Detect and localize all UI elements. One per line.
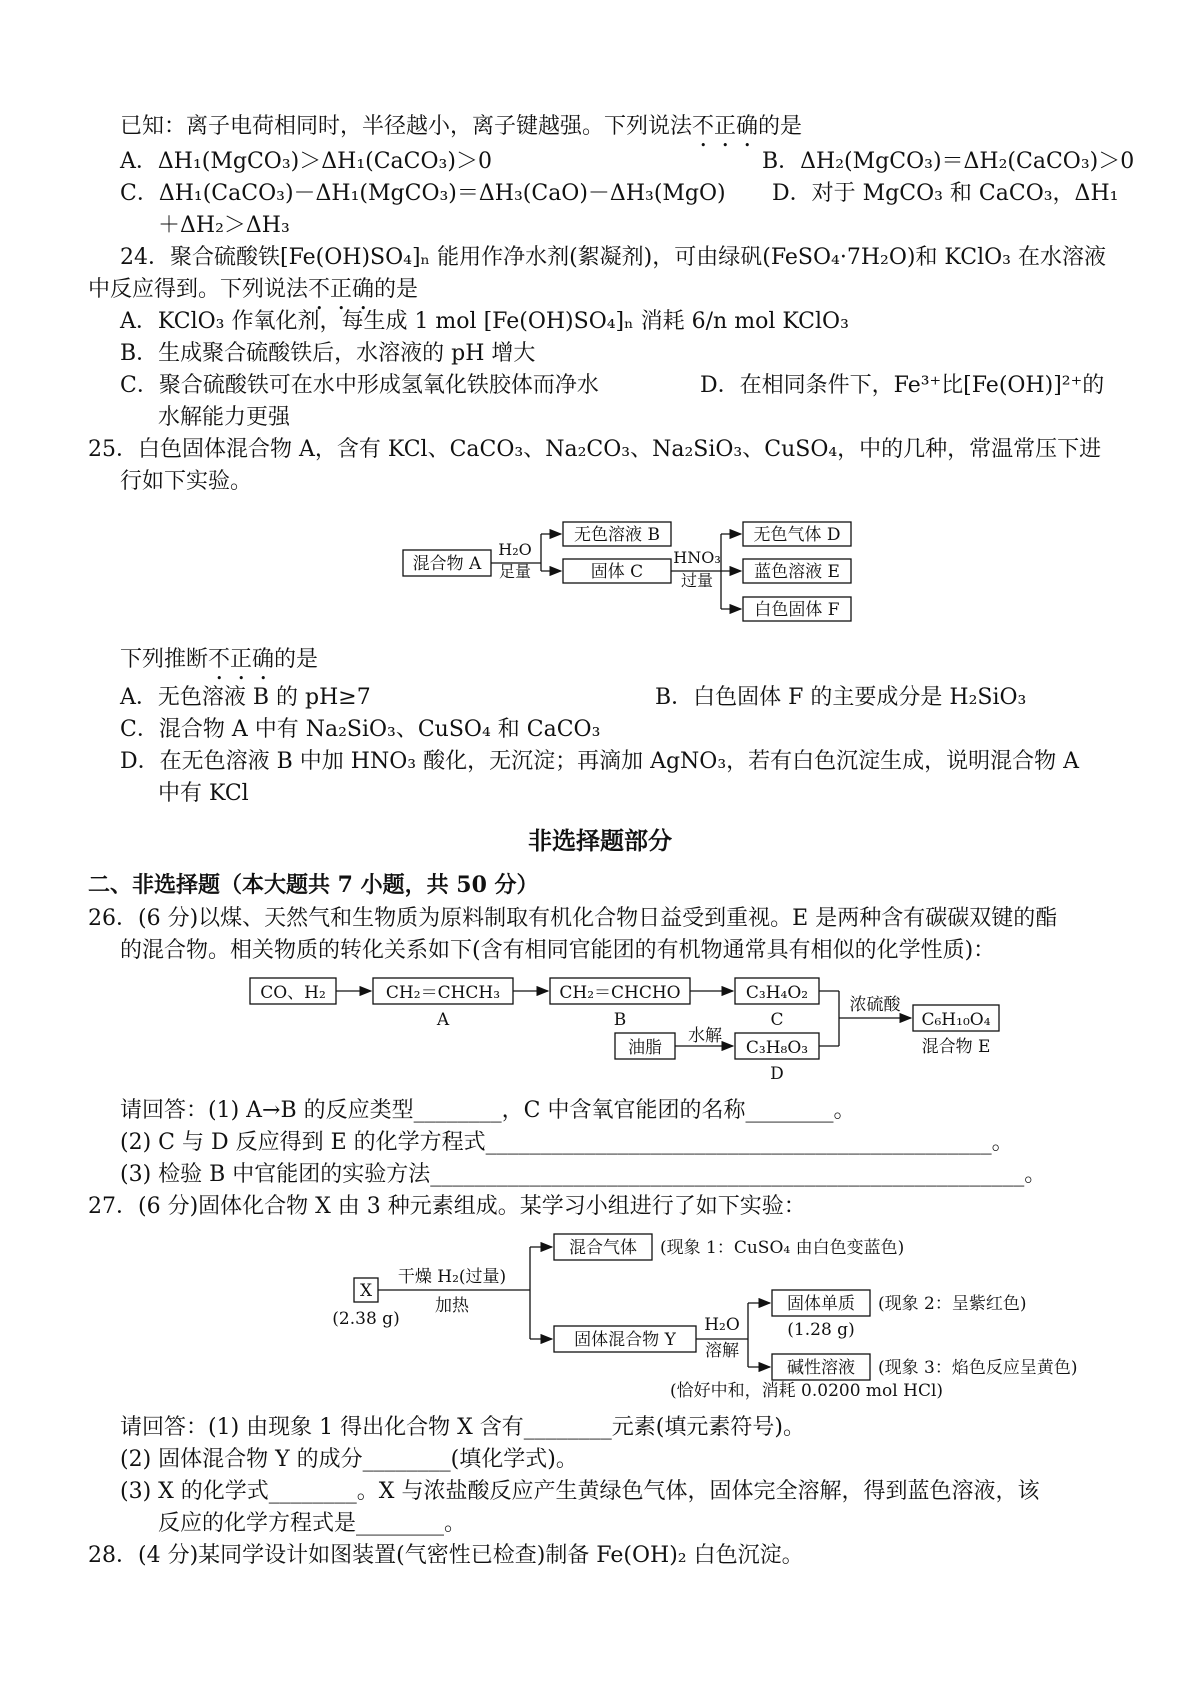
label-element: 固体单质: [787, 1294, 855, 1314]
label-h2o: H₂O: [498, 540, 532, 559]
q27-answer-3-cont: 反应的化学方程式是________。: [158, 1511, 467, 1536]
label-solid-f: 白色固体 F: [754, 600, 840, 620]
label-excess: 过量: [680, 571, 714, 590]
q23-option-c: C．ΔH₁(CaCO₃)－ΔH₁(MgCO₃)＝ΔH₃(CaO)－ΔH₃(MgO): [120, 181, 726, 206]
q26-answer-1: 请回答：(1) A→B 的反应类型________，C 中含氧官能团的名称________。: [120, 1098, 856, 1123]
q24-emphasis: 不正确: [308, 277, 375, 302]
q27-stem: 27．(6 分)固体化合物 X 由 3 种元素组成。某学习小组进行了如下实验：: [88, 1194, 806, 1219]
q25-stem-line1: 25．白色固体混合物 A，含有 KCl、CaCO₃、Na₂CO₃、Na₂SiO₃、CuSO₄，中的几种，常温常压下进: [88, 437, 1102, 462]
label-hydrolysis: 水解: [688, 1026, 722, 1046]
label-alkali: 碱性溶液: [787, 1358, 855, 1378]
label-b-name: B: [613, 1010, 627, 1030]
label-e: C₆H₁₀O₄: [921, 1010, 991, 1030]
q26-answer-3: (3) 检验 B 中官能团的实验方法______________________________________________________。: [120, 1162, 1047, 1187]
q25-stem-line2: 行如下实验。: [120, 469, 253, 494]
label-solution-b: 无色溶液 B: [574, 525, 660, 545]
q26-stem-line2: 的混合物。相关物质的转化关系如下(含有相同官能团的有机物通常具有相似的化学性质)：: [120, 938, 996, 963]
q25-ask: 下列推断不正确的是: [120, 647, 319, 672]
q24-option-a: A．KClO₃ 作氧化剂，每生成 1 mol [Fe(OH)SO₄]ₙ 消耗 6/n mol KClO₃: [120, 309, 849, 334]
label-obs3: (现象 3：焰色反应呈黄色): [878, 1358, 1078, 1378]
q24-stem-line1: 24．聚合硫酸铁[Fe(OH)SO₄]ₙ 能用作净水剂(絮凝剂)，可由绿矾(FeSO₄·7H₂O)和 KClO₃ 在水溶液: [120, 245, 1106, 270]
label-obs2: (现象 2：呈紫红色): [878, 1294, 1027, 1314]
label-x-mass: (2.38 g): [332, 1309, 400, 1329]
q26-flow-diagram: [245, 975, 1015, 1085]
q26-answer-2: (2) C 与 D 反应得到 E 的化学方程式______________________________________________。: [120, 1130, 1014, 1155]
label-d: C₃H₈O₃: [745, 1038, 809, 1058]
label-gas: 混合气体: [569, 1238, 637, 1258]
q24-option-d-cont: 水解能力更强: [158, 405, 291, 430]
label-conc-h2so4: 浓硫酸: [849, 995, 901, 1015]
q25-option-d: D．在无色溶液 B 中加 HNO₃ 酸化，无沉淀；再滴加 AgNO₃，若有白色沉淀生成，说明混合物 A: [120, 749, 1080, 774]
label-solid-c: 固体 C: [590, 562, 644, 582]
q24-stem-line2: 中反应得到。下列说法不正确的是: [88, 277, 419, 302]
q26-stem-line1: 26．(6 分)以煤、天然气和生物质为原料制取有机化合物日益受到重视。E 是两种含有碳碳双键的酯: [88, 906, 1058, 931]
q24-option-b: B．生成聚合硫酸铁后，水溶液的 pH 增大: [120, 341, 536, 366]
label-obs1: (现象 1：CuSO₄ 由白色变蓝色): [660, 1238, 905, 1258]
q27-answer-2: (2) 固体混合物 Y 的成分________(填化学式)。: [120, 1447, 578, 1472]
part2-title: 二、非选择题（本大题共 7 小题，共 50 分）: [88, 872, 539, 898]
label-mixture-a: 混合物 A: [412, 554, 482, 574]
q24-option-c: C．聚合硫酸铁可在水中形成氢氧化铁胶体而净水: [120, 373, 599, 398]
label-dry-h2: 干燥 H₂(过量): [397, 1267, 507, 1287]
q23-emphasis: 不正确: [692, 114, 759, 139]
label-c: C₃H₄O₂: [745, 983, 809, 1003]
q25-option-b: B．白色固体 F 的主要成分是 H₂SiO₃: [655, 685, 1027, 710]
label-e-name: 混合物 E: [921, 1037, 991, 1057]
q27-answer-1: 请回答：(1) 由现象 1 得出化合物 X 含有________元素(填元素符号)。: [120, 1415, 805, 1440]
label-hno3: HNO₃: [673, 548, 721, 567]
label-a-name: A: [436, 1010, 450, 1030]
q23-option-d: D．对于 MgCO₃ 和 CaCO₃，ΔH₁: [772, 181, 1119, 206]
label-solution-e: 蓝色溶液 E: [754, 562, 840, 582]
label-a: CH₂＝CHCH₃: [385, 983, 501, 1003]
q25-option-d-cont: 中有 KCl: [158, 781, 249, 806]
label-d-name: D: [770, 1064, 784, 1084]
q23-option-d-cont: ＋ΔH₂＞ΔH₃: [158, 213, 290, 238]
q25-option-a: A．无色溶液 B 的 pH≥7: [120, 685, 371, 710]
label-neutralization: (恰好中和，消耗 0.0200 mol HCl): [670, 1381, 944, 1400]
q23-option-b: B．ΔH₂(MgCO₃)＝ΔH₂(CaCO₃)＞0: [762, 149, 1135, 174]
label-gas-d: 无色气体 D: [753, 525, 841, 545]
q23-option-a: A．ΔH₁(MgCO₃)＞ΔH₁(CaCO₃)＞0: [120, 149, 492, 174]
label-c-name: C: [770, 1010, 784, 1030]
q28-stem: 28．(4 分)某同学设计如图装置(气密性已检查)制备 Fe(OH)₂ 白色沉淀。: [88, 1543, 804, 1568]
label-element-mass: (1.28 g): [787, 1320, 855, 1340]
label-b: CH₂＝CHCHO: [559, 983, 681, 1003]
label-co-h2: CO、H₂: [260, 983, 326, 1003]
label-enough: 足量: [498, 562, 532, 581]
q27-answer-3: (3) X 的化学式________。X 与浓盐酸反应产生黄绿色气体，固体完全溶解，得到蓝色溶液，该: [120, 1479, 1040, 1504]
label-heat: 加热: [435, 1296, 469, 1316]
label-h2o: H₂O: [704, 1315, 740, 1335]
q23-stem: 已知：离子电荷相同时，半径越小，离子键越强。下列说法不正确的是: [120, 114, 803, 139]
section-title: 非选择题部分: [528, 827, 672, 855]
label-x: X: [359, 1281, 373, 1301]
q25-emphasis: 不正确: [208, 647, 275, 672]
label-fat: 油脂: [628, 1038, 662, 1058]
q25-option-c: C．混合物 A 中有 Na₂SiO₃、CuSO₄ 和 CaCO₃: [120, 717, 601, 742]
q24-option-d: D．在相同条件下，Fe³⁺比[Fe(OH)]²⁺的: [700, 373, 1105, 398]
label-dissolve: 溶解: [705, 1341, 739, 1361]
q25-flow-diagram: [395, 520, 865, 635]
q27-flow-diagram: [330, 1230, 1160, 1400]
label-y: 固体混合物 Y: [574, 1330, 676, 1350]
